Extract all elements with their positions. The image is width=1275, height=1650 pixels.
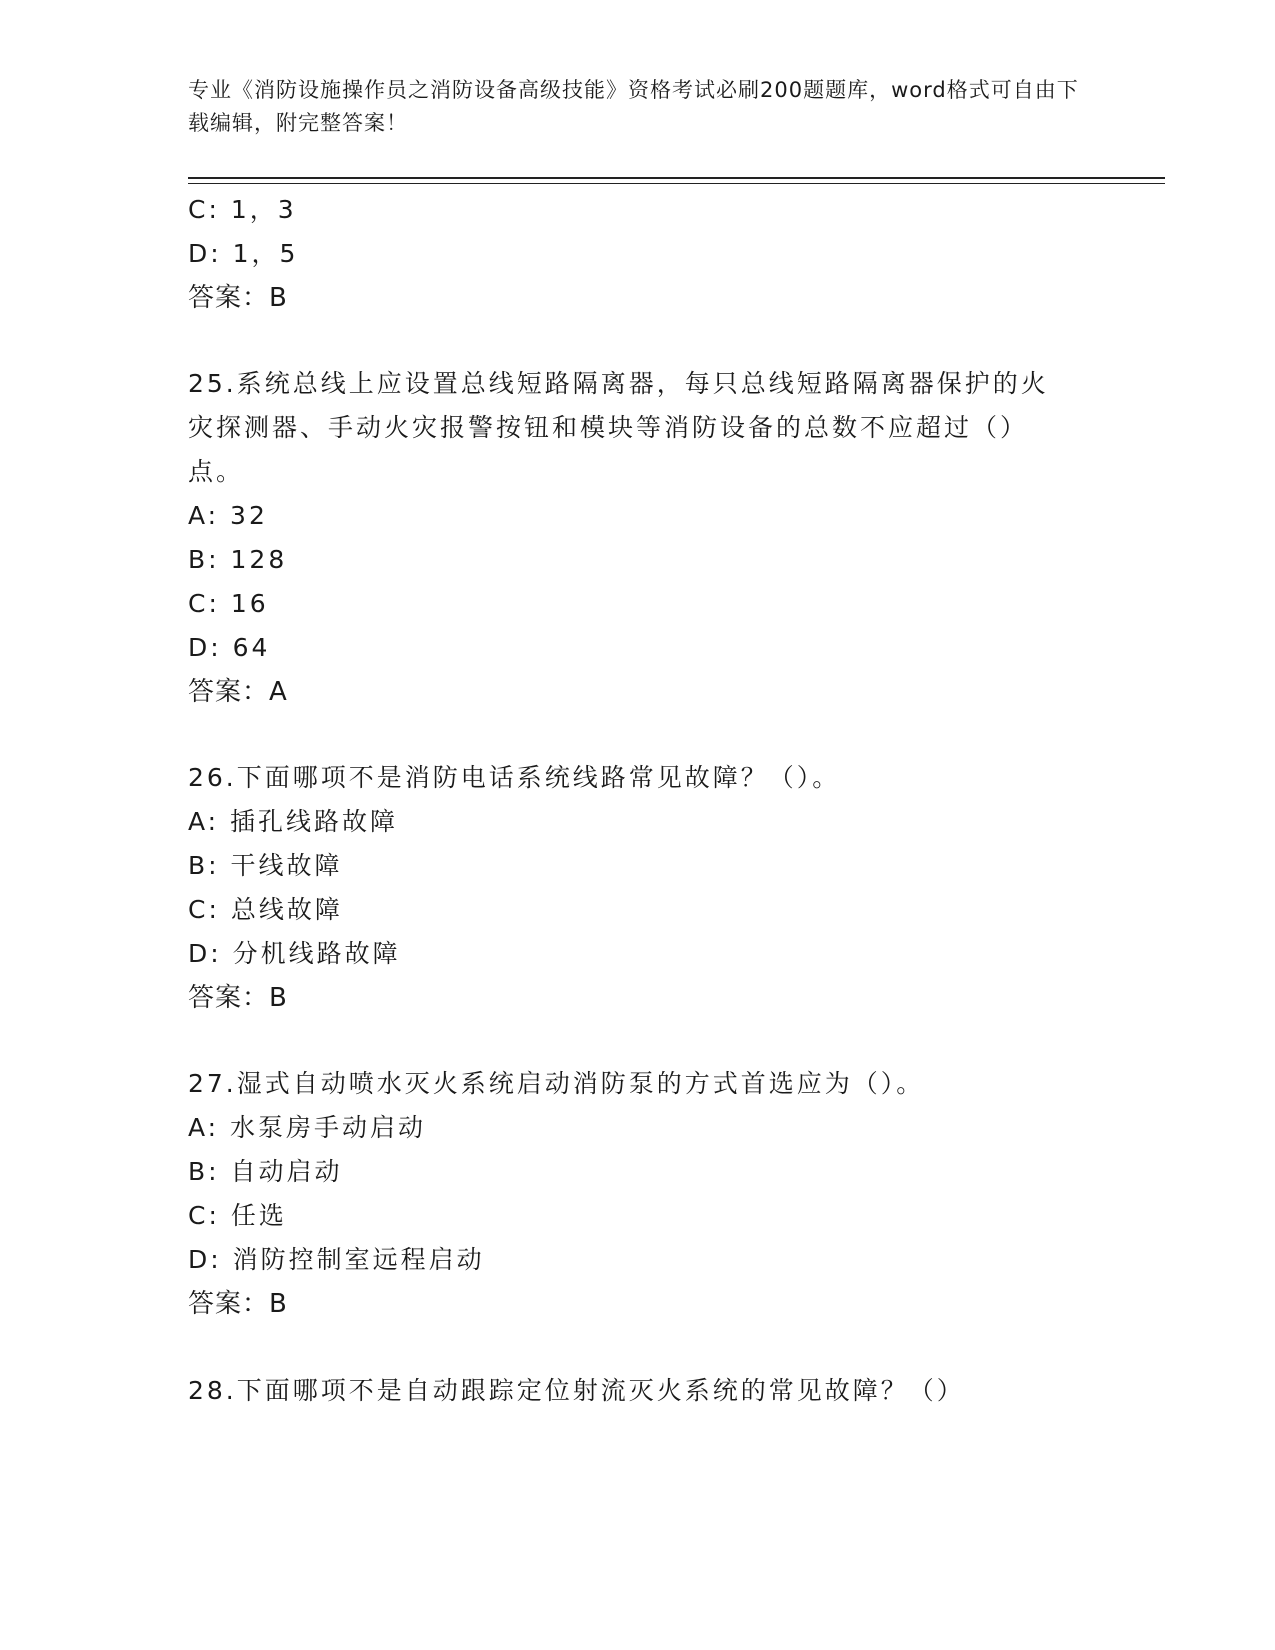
- question-28-line-1: 28.下面哪项不是自动跟踪定位射流灭火系统的常见故障？（）: [188, 1376, 965, 1405]
- question-25-option-c: C: 16: [188, 589, 269, 618]
- question-27-option-a: A: 水泵房手动启动: [188, 1113, 427, 1142]
- question-26-option-a: A: 插孔线路故障: [188, 807, 399, 836]
- answer-line: 答案：B: [188, 283, 288, 313]
- question-26-option-c: C: 总线故障: [188, 895, 343, 924]
- question-27-option-b: B: 自动启动: [188, 1157, 343, 1186]
- option-c: C: 1，3: [188, 195, 297, 224]
- question-27-line-1: 27.湿式自动喷水灭火系统启动消防泵的方式首选应为（）。: [188, 1069, 925, 1098]
- question-25-option-a: A: 32: [188, 501, 268, 530]
- question-25-line-3: 点。: [188, 457, 245, 486]
- question-26-answer: 答案：B: [188, 983, 288, 1013]
- header-rule: [188, 177, 1165, 179]
- question-25-line-1: 25.系统总线上应设置总线短路隔离器，每只总线短路隔离器保护的火: [188, 369, 1049, 398]
- question-26-line-1: 26.下面哪项不是消防电话系统线路常见故障？（）。: [188, 763, 841, 792]
- question-25-option-b: B: 128: [188, 545, 288, 574]
- document-header: 专业《消防设施操作员之消防设备高级技能》资格考试必刷200题题库，word格式可自由下载编辑，附完整答案！: [188, 78, 1079, 135]
- question-25-answer: 答案：A: [188, 677, 288, 707]
- question-27-option-d: D: 消防控制室远程启动: [188, 1245, 485, 1274]
- question-27-option-c: C: 任选: [188, 1201, 287, 1230]
- question-25-option-d: D: 64: [188, 633, 271, 662]
- question-27-answer: 答案：B: [188, 1289, 288, 1319]
- question-26-option-d: D: 分机线路故障: [188, 939, 401, 968]
- option-d: D: 1，5: [188, 239, 299, 268]
- header-rule-thin: [188, 183, 1165, 184]
- question-25-line-2: 灾探测器、手动火灾报警按钮和模块等消防设备的总数不应超过（）: [188, 413, 1029, 442]
- question-26-option-b: B: 干线故障: [188, 851, 343, 880]
